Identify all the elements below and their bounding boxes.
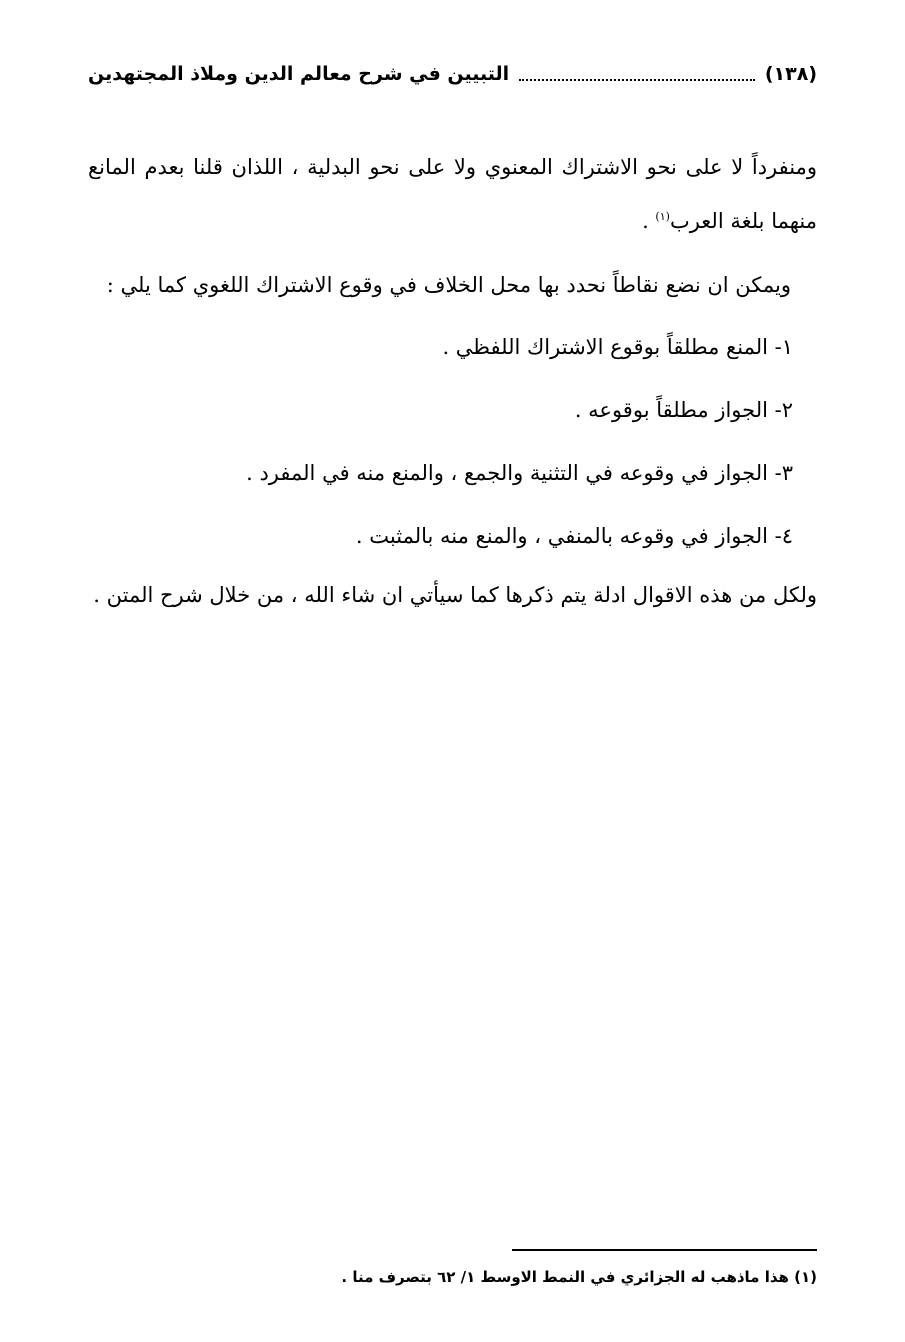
paragraph-1 — [88, 140, 817, 248]
header-dot-leader — [519, 79, 755, 81]
footnote: (١) هذا ماذهب له الجزائري في النمط الاوسط ١/ ٦٢ بتصرف منا . — [341, 1268, 817, 1286]
paragraph-1-text: ومنفرداً لا على نحو الاشتراك المعنوي ولا على نحو البدلية ، اللذان قلنا بعدم المانع منهما بلغة العرب — [88, 155, 817, 233]
list-item-1: ١- المنع مطلقاً بوقوع الاشتراك اللفظي . — [442, 335, 793, 359]
footnote-separator — [512, 1249, 817, 1251]
paragraph-2: ويمكن ان نضع نقاطاً نحدد بها محل الخلاف في وقوع الاشتراك اللغوي كما يلي : — [106, 273, 791, 297]
list-item-3: ٣- الجواز في وقوعه في التثنية والجمع ، والمنع منه في المفرد . — [246, 461, 793, 485]
book-title: التبيين في شرح معالم الدين وملاذ المجتهدين — [88, 63, 510, 85]
list-item-4: ٤- الجواز في وقوعه بالمنفي ، والمنع منه بالمثبت . — [355, 524, 793, 548]
page-number: (١٣٨) — [764, 63, 817, 85]
list-item-2: ٢- الجواز مطلقاً بوقوعه . — [574, 398, 793, 422]
main-text — [88, 140, 817, 622]
running-header — [88, 52, 817, 96]
footnote-reference: (١) — [655, 210, 670, 223]
paragraph-3: ولكل من هذه الاقوال ادلة يتم ذكرها كما سيأتي ان شاء الله ، من خلال شرح المتن . — [93, 583, 817, 607]
paragraph-1-end: . — [642, 209, 656, 233]
